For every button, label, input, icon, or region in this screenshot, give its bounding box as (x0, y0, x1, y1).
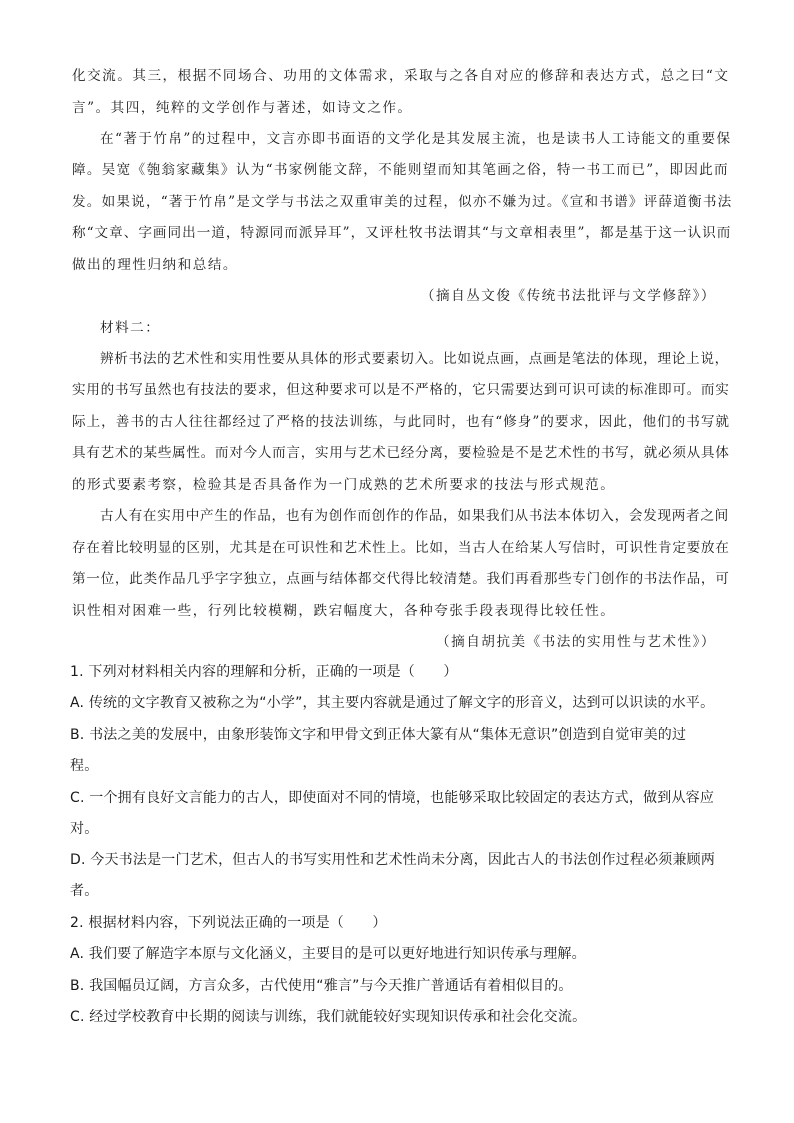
text-line: 发。如果说，“著于竹帛”是文学与书法之双重审美的过程，似亦不嫌为过。《宣和书谱》评薛道衡书法 (72, 194, 733, 210)
option-c-continued: 对。 (70, 821, 99, 837)
text-line: 在“著于竹帛”的过程中，文言亦即书面语的文学化是其发展主流，也是读书人工诗能文的重要保 (100, 131, 732, 147)
text-line: 实用的书写虽然也有技法的要求，但这种要求可以是不严格的，它只需要达到可识可读的标准即可。而实 (72, 382, 730, 398)
text-line: 存在着比较明显的区别，尤其是在可识性和艺术性上。比如，当古人在给某人写信时，可识性肯定要放在 (72, 540, 730, 556)
text-line: 第一位，此类作品几乎字字独立，点画与结体都交代得比较清楚。我们再看那些专门创作的书法作品，可 (72, 571, 730, 587)
option-a: A. 我们要了解造字本原与文化涵义，主要目的是可以更好地进行知识传承与理解。 (70, 946, 586, 962)
question-stem: 1. 下列对材料相关内容的理解和分析，正确的一项是（ ） (70, 664, 458, 680)
text-line: 做出的理性归纳和总结。 (72, 257, 239, 273)
section-heading: 材料二： (100, 320, 161, 336)
option-b: B. 我国幅员辽阔，方言众多，古代使用“雅言”与今天推广普通话有着相似目的。 (70, 978, 573, 994)
text-line: 辨析书法的艺术性和实用性要从具体的形式要素切入。比如说点画，点画是笔法的体现，理论上说， (100, 351, 729, 367)
text-line: 际上，善书的古人往往都经过了严格的技法训练，与此同时，也有“修身”的要求，因此，他们的书写就 (72, 414, 731, 430)
text-line: 古人有在实用中产生的作品，也有为创作而创作的作品，如果我们从书法本体切入，会发现两者之间 (100, 508, 729, 524)
option-c: C. 一个拥有良好文言能力的古人，即使面对不同的情境，也能够采取比较固定的表达方式，做到从容应 (70, 790, 715, 806)
text-line: 识性相对困难一些，行列比较模糊，跌宕幅度大，各种夸张手段表现得比较任性。 (72, 603, 616, 619)
question-stem: 2. 根据材料内容，下列说法正确的一项是（ ） (70, 915, 387, 931)
option-d-continued: 者。 (70, 883, 99, 899)
text-line: 具有艺术的某些属性。而对今人而言，实用与艺术已经分离，要检验是不是艺术性的书写，就必须从具体 (72, 445, 730, 461)
option-b: B. 书法之美的发展中，由象形装饰文字和甲骨文到正体大篆有从“集体无意识”创造到自觉审美的过 (70, 727, 687, 743)
option-a: A. 传统的文字教育又被称之为“小学”，其主要内容就是通过了解文字的形音义，达到可以识读的水平。 (70, 695, 715, 711)
text-line: 称“文章、字画同出一道，特源同而派异耳”，又评杜牧书法谓其“与文章相表里”，都是基于这一认识而 (72, 225, 732, 241)
source-citation: （摘自胡抗美《书法的实用性与艺术性》） (436, 634, 716, 650)
source-citation: （摘自丛文俊《传统书法批评与文学修辞》） (420, 288, 716, 304)
option-d: D. 今天书法是一门艺术，但古人的书写实用性和艺术性尚未分离，因此古人的书法创作过程必须兼顾两 (70, 852, 716, 868)
text-line: 障。吴宽《匏翁家藏集》认为“书家例能文辞，不能则望而知其笔画之俗，特一书工而已”，即因此而 (72, 162, 729, 178)
option-c: C. 经过学校教育中长期的阅读与训练，我们就能较好实现知识传承和社会化交流。 (70, 1009, 587, 1025)
text-line: 言”。其四，纯粹的文学创作与著述，如诗文之作。 (72, 100, 413, 116)
option-b-continued: 程。 (70, 758, 99, 774)
text-line: 的形式要素考察，检验其是否具备作为一门成熟的艺术所要求的技法与形式规范。 (72, 477, 616, 493)
text-line: 化交流。其三，根据不同场合、功用的文体需求，采取与之各自对应的修辞和表达方式，总之曰“文 (72, 68, 730, 84)
